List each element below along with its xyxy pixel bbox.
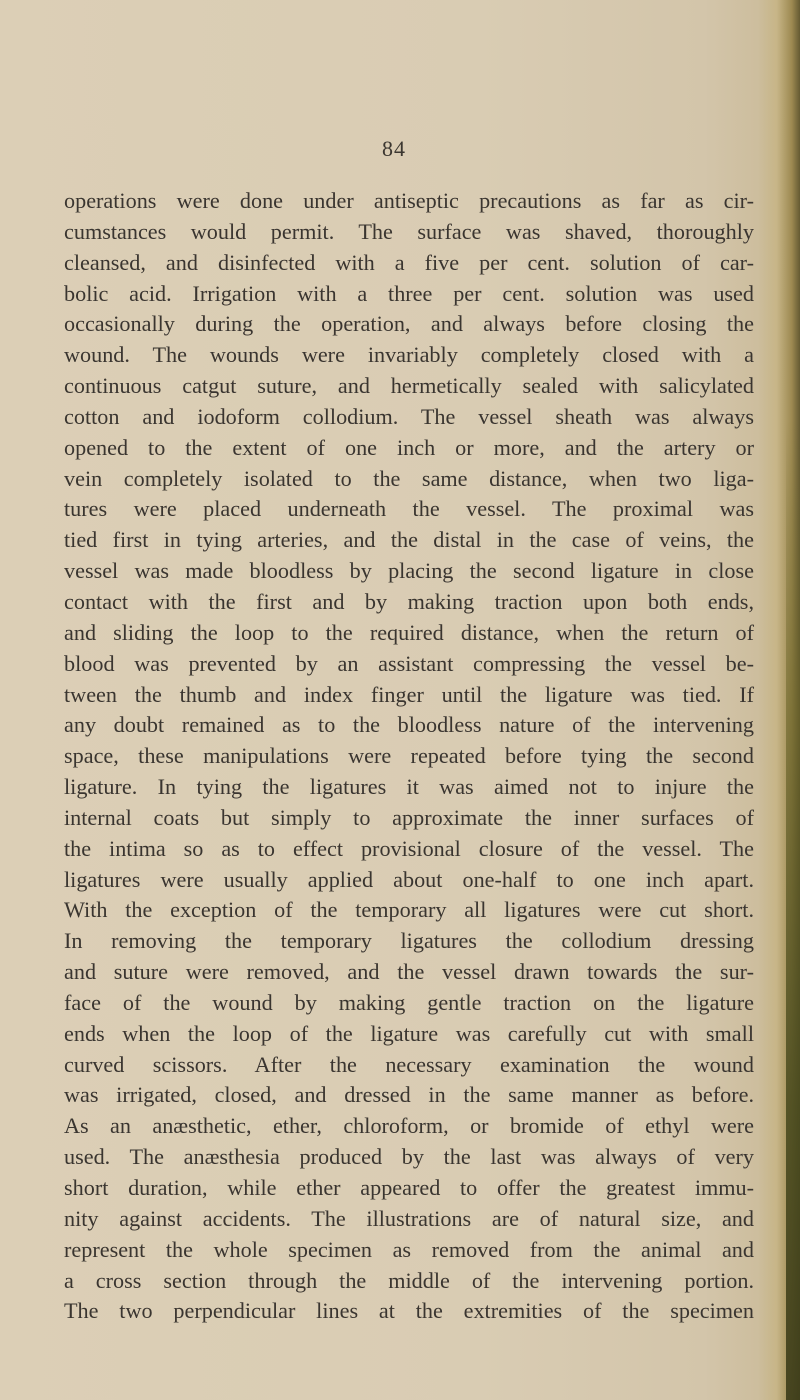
text-line: tween the thumb and index finger until the ligature was tied. If: [64, 681, 754, 707]
text-line: cleansed, and disinfected with a five per cent. solution of car-: [64, 249, 754, 275]
text-line: and sliding the loop to the required distance, when the return of: [64, 619, 754, 645]
text-line: ligature. In tying the ligatures it was aimed not to injure the: [64, 774, 754, 800]
text-line: nity against accidents. The illustrations are of natural size, and: [64, 1205, 754, 1231]
text-line: vessel was made bloodless by placing the second ligature in close: [64, 558, 754, 584]
text-line: tied first in tying arteries, and the distal in the case of veins, the: [64, 527, 754, 553]
text-line: the intima so as to effect provisional closure of the vessel. The: [64, 835, 754, 861]
text-line: represent the whole specimen as removed from the animal and: [64, 1236, 754, 1262]
page-number: 84: [382, 136, 406, 161]
text-line: With the exception of the temporary all ligatures were cut short.: [64, 897, 754, 923]
body-text: [64, 186, 754, 1327]
text-line: a cross section through the middle of the intervening portion.: [64, 1267, 754, 1293]
text-line: tures were placed underneath the vessel. The proximal was: [64, 496, 754, 522]
text-line: operations were done under antiseptic precautions as far as cir-: [64, 188, 754, 213]
text-line: vein completely isolated to the same distance, when two liga-: [64, 465, 754, 491]
text-line: was irrigated, closed, and dressed in the same manner as before.: [64, 1082, 754, 1108]
text-line: internal coats but simply to approximate the inner surfaces of: [64, 804, 754, 830]
text-line: bolic acid. Irrigation with a three per cent. solution was used: [64, 280, 754, 306]
text-line: face of the wound by making gentle traction on the ligature: [64, 989, 754, 1015]
text-line: blood was prevented by an assistant compressing the vessel be-: [64, 650, 754, 676]
text-line: As an anæsthetic, ether, chloroform, or bromide of ethyl were: [64, 1113, 754, 1139]
text-line: any doubt remained as to the bloodless nature of the intervening: [64, 712, 754, 738]
text-line: and suture were removed, and the vessel drawn towards the sur-: [64, 959, 754, 985]
text-line: The two perpendicular lines at the extremities of the specimen: [64, 1298, 754, 1324]
text-line: In removing the temporary ligatures the collodium dressing: [64, 928, 754, 954]
text-line: cumstances would permit. The surface was shaved, thoroughly: [64, 218, 754, 244]
text-line: continuous catgut suture, and hermetically sealed with salicylated: [64, 373, 754, 399]
text-line: contact with the first and by making traction upon both ends,: [64, 588, 754, 614]
text-line: occasionally during the operation, and always before closing the: [64, 311, 754, 337]
text-line: ligatures were usually applied about one-half to one inch apart.: [64, 866, 754, 892]
text-line: used. The anæsthesia produced by the last was always of very: [64, 1144, 754, 1170]
text-line: opened to the extent of one inch or more, and the artery or: [64, 434, 754, 460]
text-line: ends when the loop of the ligature was carefully cut with small: [64, 1020, 754, 1046]
text-line: wound. The wounds were invariably completely closed with a: [64, 342, 754, 368]
text-line: curved scissors. After the necessary examination the wound: [64, 1051, 754, 1077]
text-line: space, these manipulations were repeated before tying the second: [64, 743, 754, 769]
text-line: cotton and iodoform collodium. The vessel sheath was always: [64, 403, 754, 429]
binding-edge: [786, 420, 800, 1400]
text-line: short duration, while ether appeared to offer the greatest immu-: [64, 1175, 754, 1200]
